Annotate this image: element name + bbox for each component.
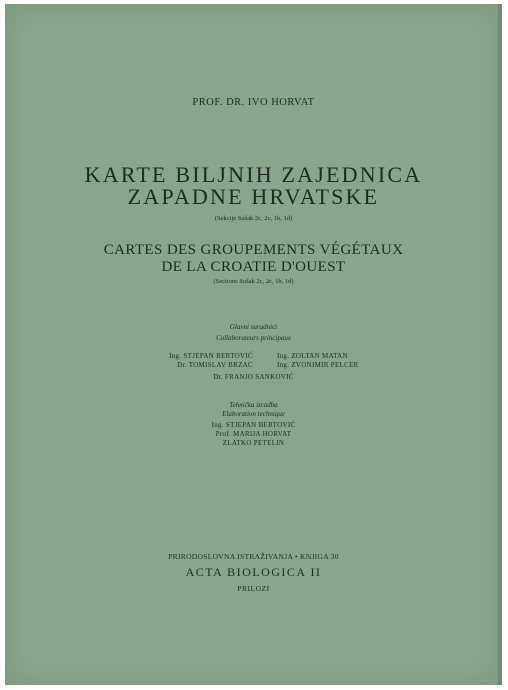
title-fr-line-2: DE LA CROATIE D'OUEST xyxy=(161,259,346,275)
collaborator-name: Ing. STJEPAN BERTOVIĆ xyxy=(169,352,253,360)
technical-heading-fr: Elaboration technique xyxy=(222,410,285,418)
title-fr-sections: (Sections Sušak 2c, 2c, 1b, 1d) xyxy=(213,278,294,285)
supplement-label: PRILOZI xyxy=(237,584,270,593)
title-hr-line-2: ZAPADNE HRVATSKE xyxy=(127,184,380,209)
title-hr-sections: (Sekcije Sušak 2c, 2c, 1b, 1d) xyxy=(214,215,293,222)
series-line: PRIRODOSLOVNA ISTRAŽIVANJA • KNJIGA 30 xyxy=(168,552,339,561)
technical-name: ZLATKO PETELIN xyxy=(222,439,285,447)
collaborator-name: Dr. FRANJO SANKOVIĆ xyxy=(213,373,294,381)
technical-name: Prof. MARIJA HORVAT xyxy=(215,430,292,438)
collaborator-name: Ing. ZVONIMIR PELCER xyxy=(277,361,359,369)
collaborator-name: Ing. ZOLTAN MATAN xyxy=(277,352,348,360)
collaborators-heading-fr: Collaborateurs principaux xyxy=(216,334,291,342)
technical-heading-hr: Tehnička izradba xyxy=(229,401,278,409)
title-hr-line-1: KARTE BILJNIH ZAJEDNICA xyxy=(84,162,423,187)
author-name: PROF. DR. IVO HORVAT xyxy=(192,97,315,108)
collaborators-heading-hr: Glavni suradnici xyxy=(229,323,278,331)
journal-title: ACTA BIOLOGICA II xyxy=(185,565,322,579)
collaborator-name: Dr. TOMISLAV BRZAC xyxy=(177,361,253,369)
technical-name: Ing. STJEPAN BERTOVIĆ xyxy=(211,421,296,429)
title-fr-line-1: CARTES DES GROUPEMENTS VÉGÉTAUX xyxy=(103,242,404,258)
book-cover xyxy=(5,4,502,685)
